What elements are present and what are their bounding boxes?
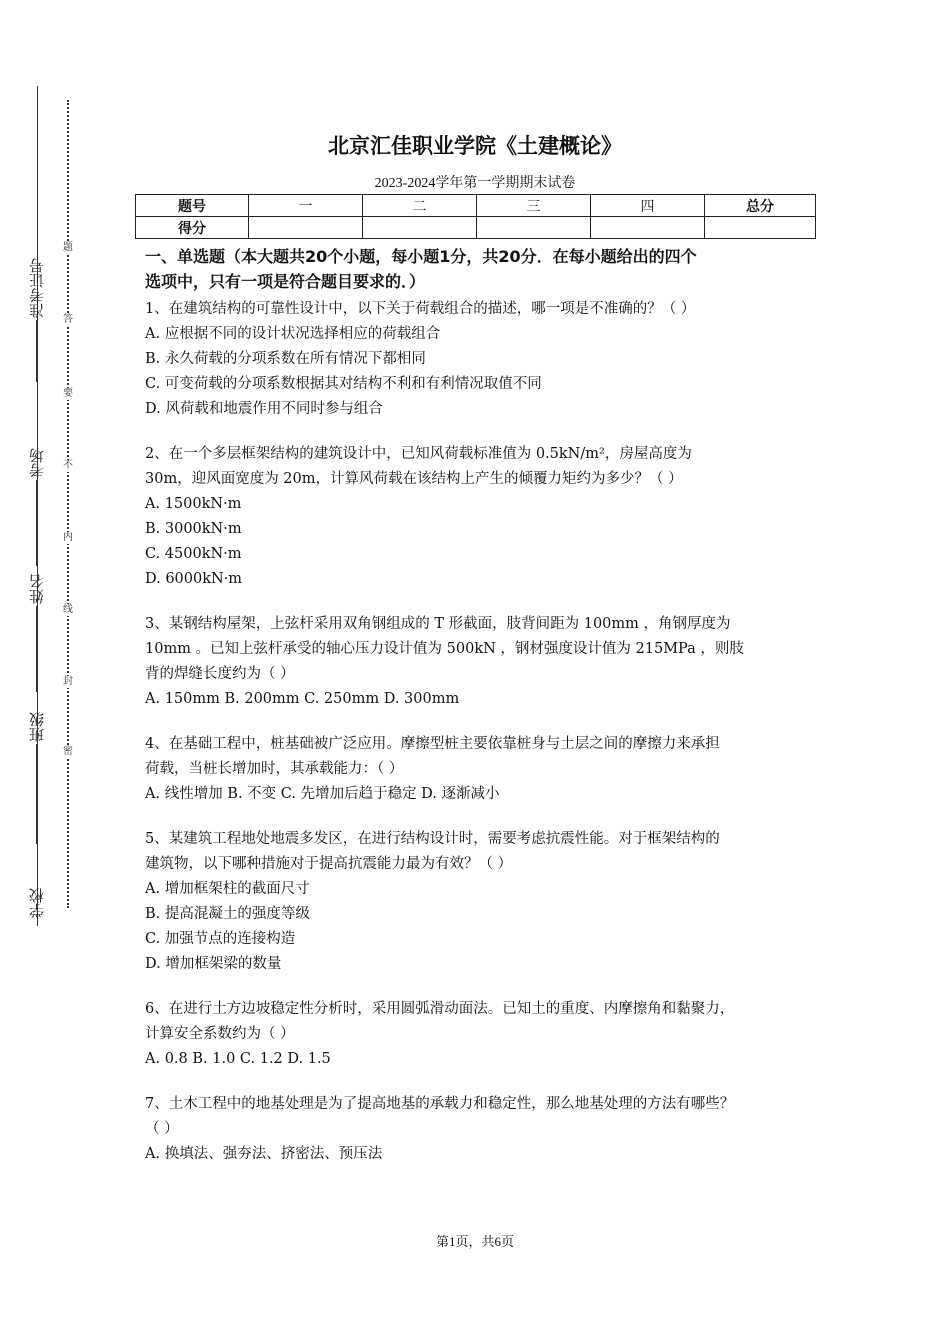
answer-option: A. 150mm B. 200mm C. 250mm D. 300mm xyxy=(145,691,460,707)
answer-option: A. 增加框架柱的截面尺寸 xyxy=(145,881,310,897)
score-table-header-cell: 四 xyxy=(591,195,705,217)
question-block xyxy=(145,612,825,712)
answer-option: A. 应根据不同的设计状况选择相应的荷载组合 xyxy=(145,326,441,342)
page-footer: 第1页，共6页 xyxy=(435,1234,514,1249)
score-cell[interactable] xyxy=(477,217,591,239)
question-stem: 6、在进行土方边坡稳定性分析时，采用圆弧滑动面法。已知土的重度、内摩擦角和黏聚力， xyxy=(145,1001,735,1017)
answer-option: C. 加强节点的连接构造 xyxy=(145,931,296,947)
answer-option: C. 可变荷载的分项系数根据其对结构不利和有利情况取值不同 xyxy=(145,376,542,392)
question-block xyxy=(145,1092,825,1167)
answer-option: B. 3000kN·m xyxy=(145,521,242,537)
score-table-header-cell: 三 xyxy=(477,195,591,217)
question-block xyxy=(145,997,825,1072)
question-stem: 背的焊缝长度约为（ ） xyxy=(145,666,295,682)
score-cell[interactable] xyxy=(591,217,705,239)
school-field xyxy=(20,888,54,918)
seal-char: 内 xyxy=(60,532,76,544)
question-stem: 3、某钢结构屋架，上弦杆采用双角钢组成的 T 形截面，肢背间距为 100mm ，角钢厚度为 xyxy=(145,616,731,632)
seal-char: 线 xyxy=(60,604,76,616)
answer-option: B. 永久荷载的分项系数在所有情况下都相同 xyxy=(145,351,426,367)
seal-char: 不 xyxy=(60,460,76,472)
question-stem: 计算安全系数约为（ ） xyxy=(145,1026,295,1042)
name-blank xyxy=(36,606,38,692)
question-stem: 5、某建筑工程地处地震多发区，在进行结构设计时，需要考虑抗震性能。对于框架结构的 xyxy=(145,831,720,847)
class-field xyxy=(20,712,54,844)
exam-room-blank xyxy=(36,480,38,566)
answer-option: A. 1500kN·m xyxy=(145,496,242,512)
answer-option: A. 换填法、强夯法、挤密法、预压法 xyxy=(145,1146,383,1162)
exam-number-field xyxy=(20,258,54,382)
question-stem: （ ） xyxy=(145,1121,179,1137)
question-stem: 1、在建筑结构的可靠性设计中，以下关于荷载组合的描述，哪一项是不准确的？（ ） xyxy=(145,301,696,317)
name-field xyxy=(20,574,54,692)
answer-option: D. 6000kN·m xyxy=(145,571,243,587)
class-label: 班级 xyxy=(27,712,46,742)
seal-char: 答 xyxy=(60,314,76,326)
exam-room-label: 考场 xyxy=(27,448,46,478)
seal-char: 密 xyxy=(60,746,76,758)
exam-number-label: 准考证号 xyxy=(27,258,46,318)
answer-option: A. 0.8 B. 1.0 C. 1.2 D. 1.5 xyxy=(145,1051,331,1067)
question-stem: 30m，迎风面宽度为 20m，计算风荷载在该结构上产生的倾覆力矩约为多少？（ ） xyxy=(145,471,683,487)
answer-option: B. 提高混凝土的强度等级 xyxy=(145,906,310,922)
question-block xyxy=(145,827,825,977)
question-block xyxy=(145,297,825,422)
exam-room-field xyxy=(20,448,54,566)
answer-option: A. 线性增加 B. 不变 C. 先增加后趋于稳定 D. 逐渐减小 xyxy=(145,786,500,802)
question-block xyxy=(145,442,825,592)
question-list xyxy=(145,297,825,1167)
score-table-header-cell: 总分 xyxy=(705,195,816,217)
answer-option: C. 4500kN·m xyxy=(145,546,242,562)
section-title-line: 选项中，只有一项是符合题目要求的．） xyxy=(145,272,426,291)
question-stem: 建筑物，以下哪种措施对于提高抗震能力最为有效？（ ） xyxy=(145,856,513,872)
seal-char: 要 xyxy=(60,388,76,400)
seal-char: 题 xyxy=(60,242,76,254)
seal-char: 封 xyxy=(60,676,76,688)
section-title-line: 一、单选题（本大题共20个小题，每小题1分，共20分．在每小题给出的四个 xyxy=(145,247,697,266)
score-cell[interactable] xyxy=(705,217,816,239)
exam-content xyxy=(145,244,825,1187)
question-stem: 2、在一个多层框架结构的建筑设计中，已知风荷载标准值为 0.5kN/m²，房屋高度为 xyxy=(145,446,692,462)
score-cell[interactable] xyxy=(249,217,363,239)
question-stem: 荷载，当桩长增加时，其承载能力：（ ） xyxy=(145,761,404,777)
section-title xyxy=(145,244,825,294)
question-stem: 7、土木工程中的地基处理是为了提高地基的承载力和稳定性，那么地基处理的方法有哪些？ xyxy=(145,1096,735,1112)
question-stem: 10mm 。已知上弦杆承受的轴心压力设计值为 500kN ，钢材强度设计值为 215MPa ，则肢 xyxy=(145,641,744,657)
score-row-label: 得分 xyxy=(136,217,249,239)
score-table-header-row xyxy=(136,195,816,217)
name-label: 姓名 xyxy=(27,574,46,604)
school-label: 学校 xyxy=(27,888,46,918)
answer-option: D. 增加框架梁的数量 xyxy=(145,956,282,972)
answer-option: D. 风荷载和地震作用不同时参与组合 xyxy=(145,401,383,417)
question-block xyxy=(145,732,825,807)
score-table-header-cell: 一 xyxy=(249,195,363,217)
class-blank xyxy=(36,744,38,844)
score-table-header-cell: 题号 xyxy=(136,195,249,217)
score-table-header-cell: 二 xyxy=(363,195,477,217)
score-table xyxy=(135,194,816,239)
exam-subtitle: 2023-2024学年第一学期期末试卷 xyxy=(374,176,576,191)
score-cell[interactable] xyxy=(363,217,477,239)
exam-number-blank xyxy=(36,320,38,382)
question-stem: 4、在基础工程中，桩基础被广泛应用。摩擦型桩主要依靠桩身与土层之间的摩擦力来承担 xyxy=(145,736,720,752)
exam-title: 北京汇佳职业学院《土建概论》 xyxy=(328,134,622,158)
seal-dotted-line xyxy=(67,100,69,908)
score-table-score-row xyxy=(136,217,816,239)
